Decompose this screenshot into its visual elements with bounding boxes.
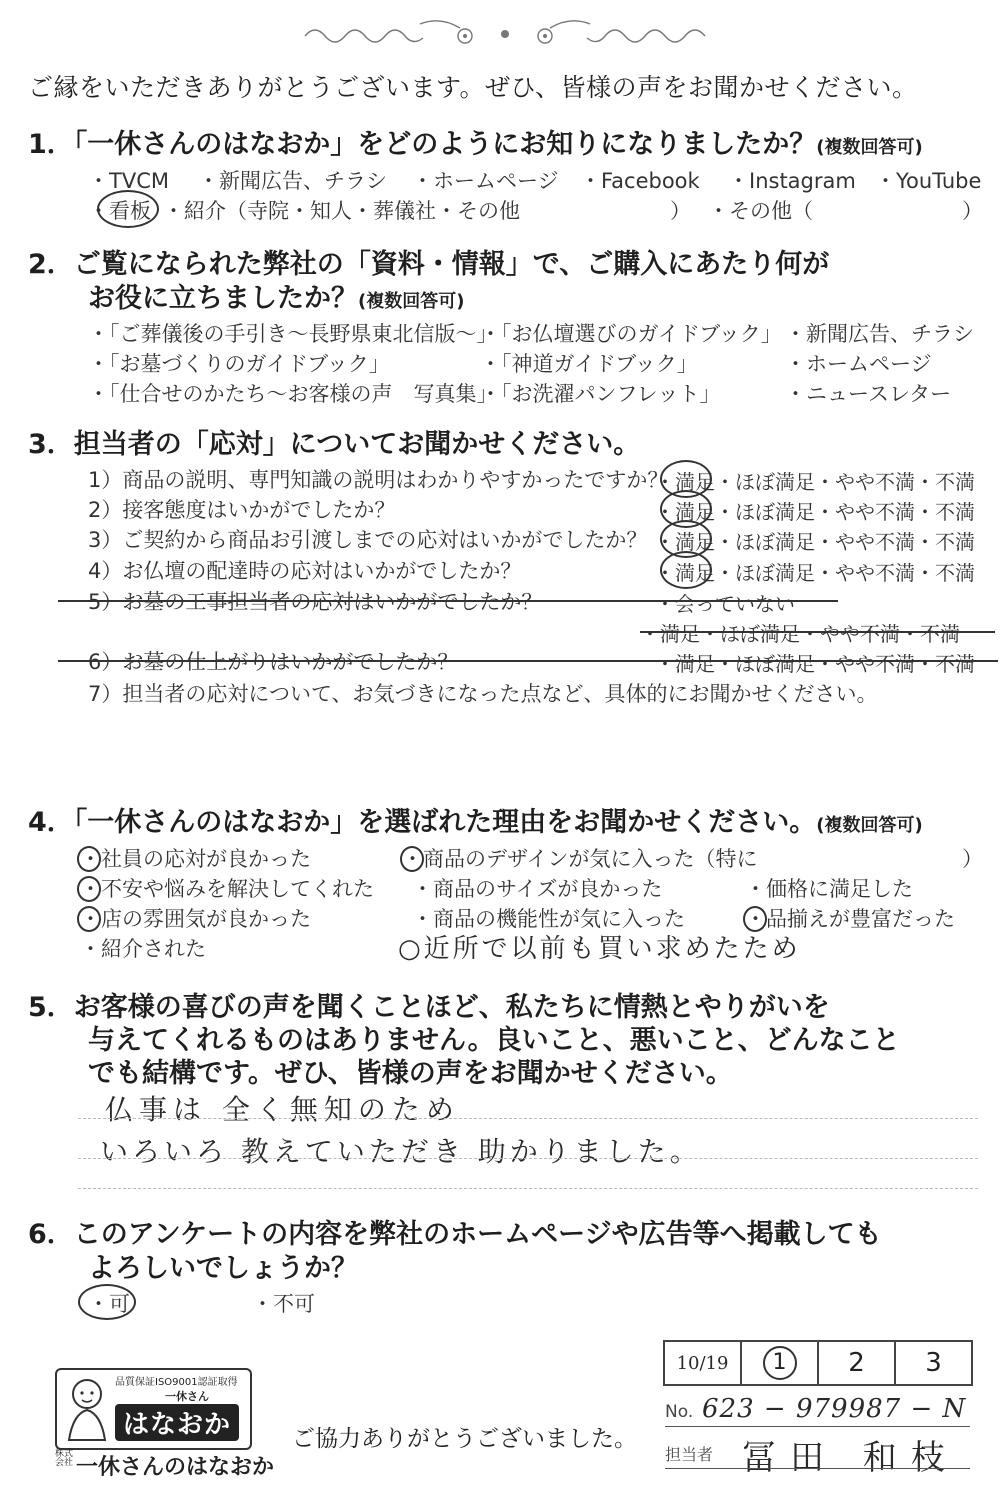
q1-option: ・YouTube bbox=[875, 169, 982, 193]
q4-mark bbox=[77, 906, 101, 932]
q3-item-question: 6）お墓の仕上がりはいかがでしたか？ bbox=[88, 650, 459, 674]
q6-no: ・不可 bbox=[252, 1292, 315, 1316]
q3-item-answer: ・満足・ほぼ満足・やや不満・不満 bbox=[655, 470, 975, 494]
q4-title bbox=[28, 800, 923, 839]
q1-option: ・その他（ bbox=[708, 199, 813, 223]
date-cell: 10/19 bbox=[664, 1341, 741, 1385]
q1-title-text: 1．「一休さんのはなおか」をどのようにお知りになりましたか？ bbox=[28, 129, 817, 160]
q6-yes-circle bbox=[78, 1284, 136, 1320]
q2-option: ・新聞広告、チラシ bbox=[785, 322, 974, 346]
q4-mark bbox=[77, 876, 101, 902]
q1-option: ・Instagram bbox=[728, 169, 856, 193]
count-cell-3: 3 bbox=[895, 1341, 972, 1385]
q1-option: ・TVCM bbox=[88, 169, 169, 193]
q1-signboard-circle bbox=[97, 190, 159, 228]
strike-line bbox=[640, 631, 995, 633]
q3-item-answer: ・満足・ほぼ満足・やや不満・不満 bbox=[655, 652, 975, 676]
q2-option: ・ニュースレター bbox=[785, 382, 952, 406]
q3-item7: 7）担当者の応対について、お気づきになった点など、具体的にお聞かせください。 bbox=[88, 682, 878, 706]
answer-rule bbox=[78, 1158, 978, 1159]
q1-option: ・Facebook bbox=[580, 169, 700, 193]
q3-item-answer: ・満足・ほぼ満足・やや不満・不満 bbox=[640, 622, 960, 646]
date-table bbox=[663, 1340, 973, 1386]
q2-option: ・「お墓づくりのガイドブック」 bbox=[88, 352, 390, 376]
q1-paren: ） bbox=[962, 199, 983, 223]
q2-option: ・「仕合せのかたち～お客様の声 写真集」 bbox=[88, 382, 498, 406]
q2-option: ・「神道ガイドブック」 bbox=[480, 352, 698, 376]
strike-line bbox=[58, 660, 998, 662]
q4-option: ・商品のサイズが良かった bbox=[412, 877, 663, 901]
count-cell-1 bbox=[741, 1341, 818, 1385]
q4-mark bbox=[77, 846, 101, 872]
q2-option: ・「お洗濯パンフレット」 bbox=[480, 382, 721, 406]
q3-item-answer: ・会っていない bbox=[655, 592, 795, 616]
q2-option: ・「お仏壇選びのガイドブック」 bbox=[480, 322, 782, 346]
q6-yes: ・可 bbox=[88, 1292, 130, 1316]
q4-mark bbox=[400, 846, 424, 872]
q1-note: (複数回答可) bbox=[816, 137, 923, 158]
logo-corp: 株式会社 bbox=[55, 1449, 74, 1468]
company-logo bbox=[55, 1368, 252, 1450]
strike-line bbox=[58, 600, 838, 602]
q3-item-question: 3）ご契約から商品お引渡しまでの応対はいかがでしたか？ bbox=[88, 528, 648, 552]
answer-rule bbox=[78, 1118, 978, 1119]
q4-option: ・店の雰囲気が良かった bbox=[80, 907, 311, 931]
q3-item-answer: ・満足・ほぼ満足・やや不満・不満 bbox=[655, 500, 975, 524]
q4-option: ・紹介された bbox=[80, 937, 206, 961]
staff-name: 冨田 和枝 bbox=[742, 1438, 959, 1478]
satisfied-circle bbox=[660, 551, 712, 589]
count-cell-2: 2 bbox=[818, 1341, 895, 1385]
no-underline bbox=[665, 1426, 970, 1427]
q5-line2: 与えてくれるものはありません。良いこと、悪いこと、どんなこと bbox=[88, 1025, 900, 1056]
q4-option: ・社員の応対が良かった bbox=[80, 847, 311, 871]
q2-title-line1: 2．ご覧になられた弊社の「資料・情報」で、ご購入にあたり何が bbox=[28, 249, 830, 280]
q3-item-question: 5）お墓の工事担当者の応対はいかがでしたか？ bbox=[88, 590, 543, 614]
staff-underline bbox=[665, 1468, 970, 1469]
q2-option: ・ホームページ bbox=[785, 352, 932, 376]
q1-paren: ） bbox=[670, 199, 691, 223]
q5-answer-line1: 仏事は 全く無知のため bbox=[105, 1093, 460, 1126]
q3-item-question: 4）お仏壇の配達時の応対はいかがでしたか？ bbox=[88, 559, 522, 583]
answer-rule bbox=[78, 1188, 978, 1189]
q6-line2: よろしいでしょうか？ bbox=[88, 1253, 358, 1284]
logo-company-name: 一休さんのはなおか bbox=[76, 1455, 275, 1480]
no-label: No. bbox=[665, 1402, 694, 1422]
q5-answer-line2: いろいろ 教えていただき 助かりました。 bbox=[100, 1135, 702, 1168]
ornament-header bbox=[300, 14, 710, 52]
q5-line1: 5．お客様の喜びの声を聞くことほど、私たちに情熱とやりがいを bbox=[28, 992, 830, 1023]
q4-paren: ） bbox=[962, 847, 983, 871]
q4-option: ・価格に満足した bbox=[745, 877, 913, 901]
q2-title-line2 bbox=[88, 276, 464, 315]
intro-text: ご縁をいただきありがとうございます。ぜひ、皆様の声をお聞かせください。 bbox=[28, 73, 918, 102]
staff-label: 担当者 bbox=[665, 1445, 714, 1464]
logo-cert: 品質保証ISO9001認証取得 bbox=[115, 1377, 238, 1388]
q4-option: ・不安や悩みを解決してくれた bbox=[80, 877, 374, 901]
q4-handwritten-reason: ○近所で以前も買い求めたため bbox=[398, 934, 801, 964]
monk-icon bbox=[63, 1374, 111, 1442]
q3-item-answer: ・満足・ほぼ満足・やや不満・不満 bbox=[655, 530, 975, 554]
q6-line1: 6．このアンケートの内容を弊社のホームページや広告等へ掲載しても bbox=[28, 1219, 882, 1250]
q2-note: (複数回答可) bbox=[358, 291, 465, 312]
q4-title-text: 4．「一休さんのはなおか」を選ばれた理由をお聞かせください。 bbox=[28, 807, 817, 838]
q3-item-question: 2）接客態度はいかがでしたか？ bbox=[88, 498, 396, 522]
q3-item-answer: ・満足・ほぼ満足・やや不満・不満 bbox=[655, 561, 975, 585]
q4-mark bbox=[743, 906, 767, 932]
q4-note: (複数回答可) bbox=[816, 815, 923, 836]
q4-option: ・品揃えが豊富だった bbox=[745, 907, 955, 931]
q3-title: 3．担当者の「応対」についてお聞かせください。 bbox=[28, 429, 641, 460]
q4-option: ・商品の機能性が気に入った bbox=[412, 907, 685, 931]
q1-option: ・紹介（寺院・知人・葬儀社・その他 bbox=[163, 199, 520, 223]
q1-option: ・新聞広告、チラシ bbox=[198, 169, 387, 193]
q1-title bbox=[28, 122, 923, 161]
q3-item-question: 1）商品の説明、専門知識の説明はわかりやすかったですか？ bbox=[88, 468, 669, 492]
q1-option-signboard: ・看板 bbox=[88, 199, 151, 223]
q2-title-text: お役に立ちましたか？ bbox=[88, 283, 358, 314]
thanks-text: ご協力ありがとうございました。 bbox=[292, 1426, 637, 1452]
logo-small: 一休さん bbox=[165, 1390, 209, 1403]
q4-option: ・商品のデザインが気に入った（特に bbox=[402, 847, 758, 871]
logo-main: はなおか bbox=[115, 1404, 239, 1441]
count-1-circle: 1 bbox=[763, 1346, 797, 1380]
no-value: 623 − 979987 − N bbox=[702, 1394, 967, 1424]
q5-line3: でも結構です。ぜひ、皆様の声をお聞かせください。 bbox=[88, 1058, 733, 1089]
q2-option: ・「ご葬儀後の手引き～長野県東北信版～」 bbox=[88, 322, 498, 346]
q1-option: ・ホームページ bbox=[412, 169, 559, 193]
